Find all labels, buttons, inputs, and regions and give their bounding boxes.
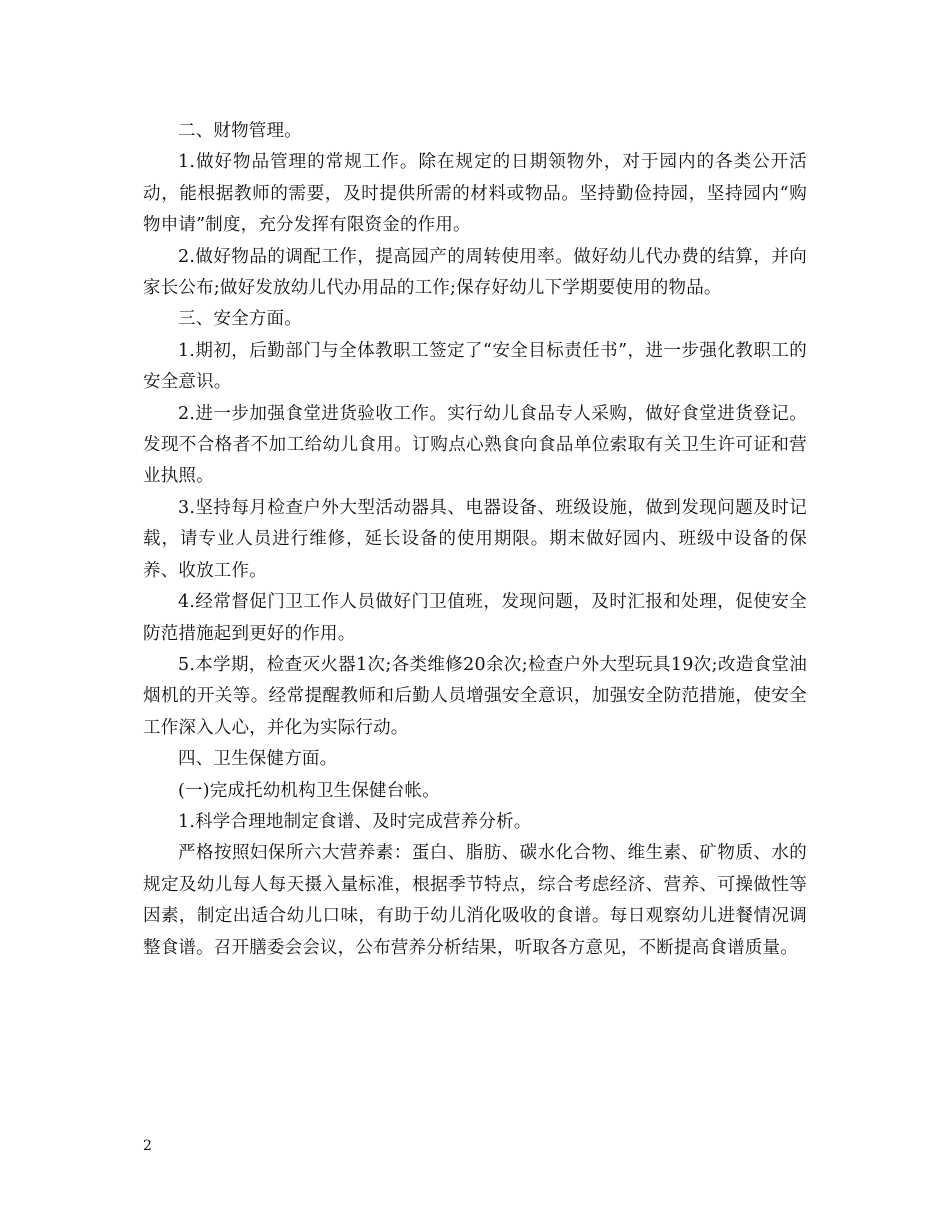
paragraph: 严格按照妇保所六大营养素：蛋白、脂肪、碳水化合物、维生素、矿物质、水的规定及幼儿每人每天摄入量标准，根据季节特点，综合考虑经济、营养、可操做性等因素，制定出适合幼儿口味，有助于幼儿消化吸收的食谱。每日观察幼儿进餐情况调整食谱。召开膳委会会议，公布营养分析结果，听取各方意见，不断提高食谱质量。 xyxy=(143,843,807,958)
page-number: 2 xyxy=(143,1138,152,1154)
paragraph: 2.进一步加强食堂进货验收工作。实行幼儿食品专人采购，做好食堂进货登记。发现不合格者不加工给幼儿食用。订购点心熟食向食品单位索取有关卫生许可证和营业执照。 xyxy=(143,403,807,487)
paragraph: 4.经常督促门卫工作人员做好门卫值班，发现问题，及时汇报和处理，促使安全防范措施起到更好的作用。 xyxy=(143,592,807,644)
document-body xyxy=(143,116,807,964)
paragraph: 5.本学期，检查灭火器1次;各类维修20余次;检查户外大型玩具19次;改造食堂油烟机的开关等。经常提醒教师和后勤人员增强安全意识，加强安全防范措施，使安全工作深入人心，并化为实际行动。 xyxy=(143,654,807,738)
section-heading-safety: 三、安全方面。 xyxy=(178,309,302,330)
subsection-heading: (一)完成托幼机构卫生保健台帐。 xyxy=(178,780,440,801)
paragraph: 2.做好物品的调配工作，提高园产的周转使用率。做好幼儿代办费的结算，并向家长公布;做好发放幼儿代办用品的工作;保存好幼儿下学期要使用的物品。 xyxy=(143,246,807,299)
paragraph: 1.做好物品管理的常规工作。除在规定的日期领物外，对于园内的各类公开活动，能根据教师的需要，及时提供所需的材料或物品。坚持勤俭持园，坚持园内“购物申请”制度，充分发挥有限资金的作用。 xyxy=(143,152,807,236)
section-heading-health: 四、卫生保健方面。 xyxy=(178,749,338,770)
section-heading-property-management: 二、财物管理。 xyxy=(178,121,302,141)
paragraph: 1.科学合理地制定食谱、及时完成营养分析。 xyxy=(178,811,532,832)
paragraph: 1.期初，后勤部门与全体教职工签定了“安全目标责任书”，进一步强化教职工的安全意识。 xyxy=(143,340,807,393)
paragraph: 3.坚持每月检查户外大型活动器具、电器设备、班级设施，做到发现问题及时记载，请专业人员进行维修，延长设备的使用期限。期末做好园内、班级中设备的保养、收放工作。 xyxy=(143,497,807,581)
